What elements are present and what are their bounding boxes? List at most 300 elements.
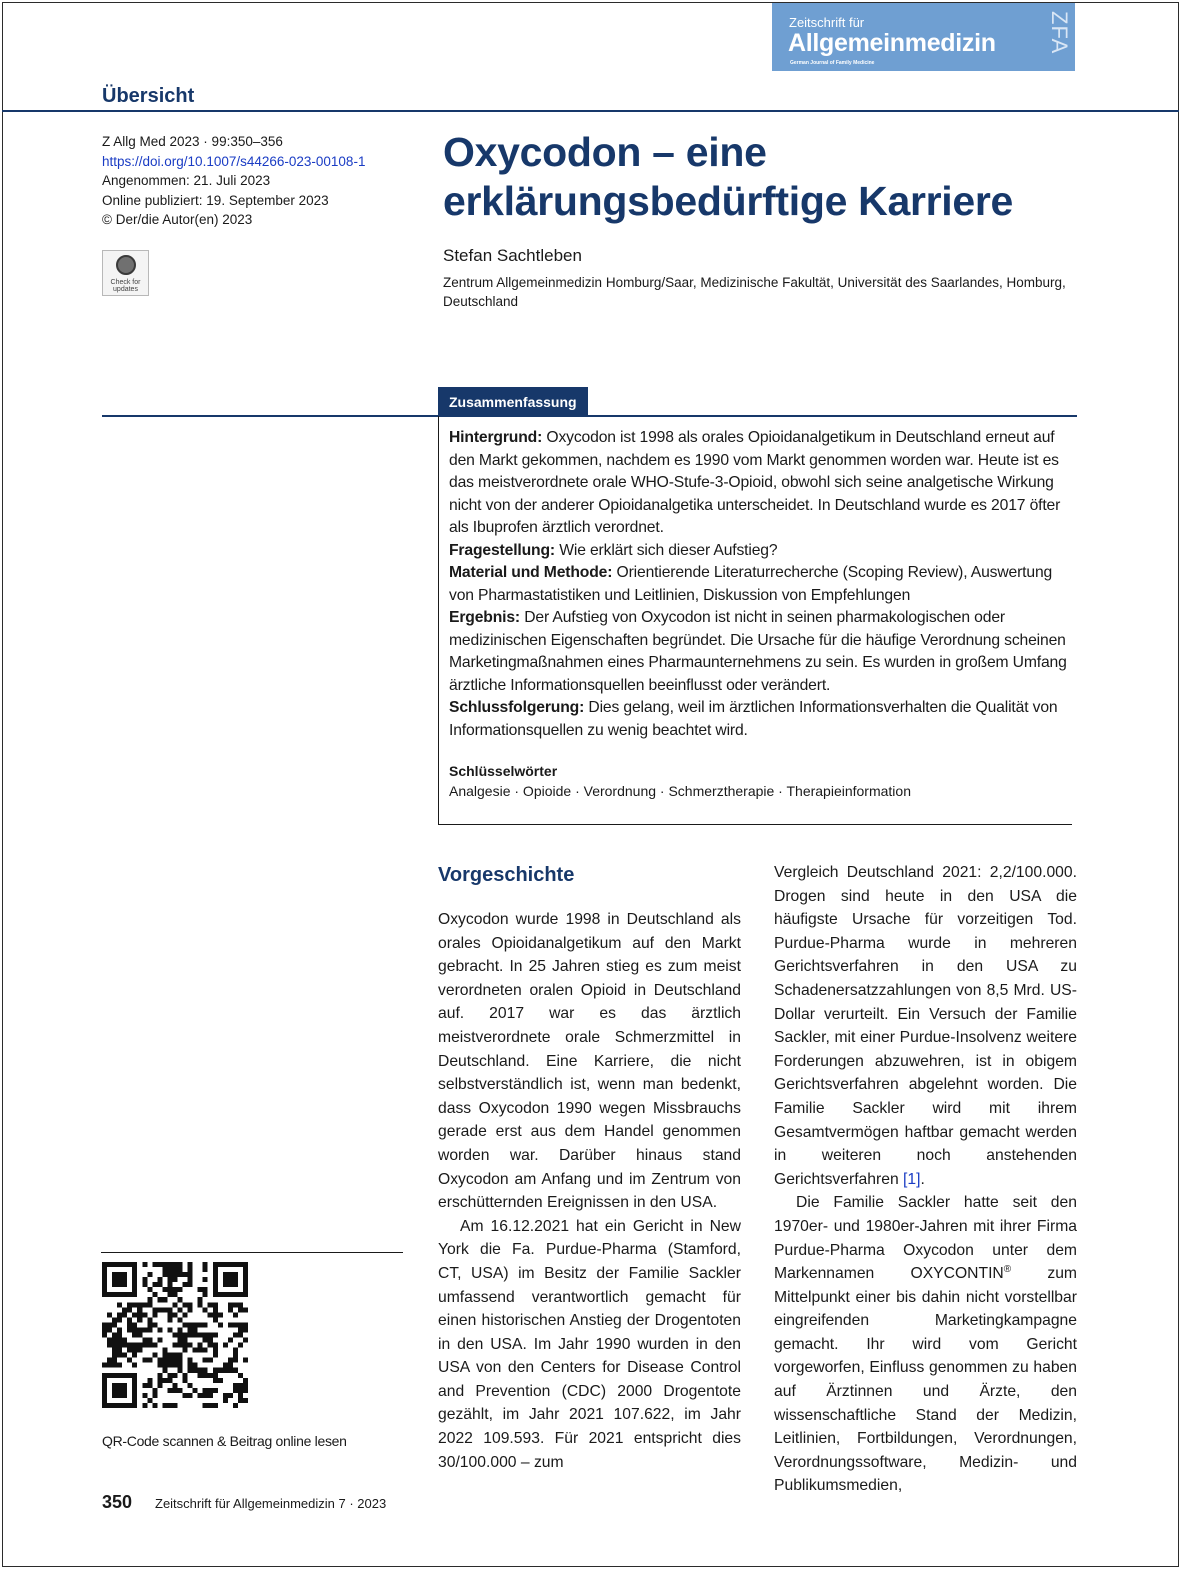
qr-module [107, 1363, 112, 1368]
qr-module [162, 1378, 167, 1383]
qr-module [172, 1403, 177, 1408]
qr-module [132, 1292, 137, 1297]
qr-module [178, 1363, 183, 1368]
qr-module [117, 1282, 122, 1287]
qr-module [132, 1398, 137, 1403]
qr-module [117, 1262, 122, 1267]
qr-module [198, 1368, 203, 1373]
qr-module [228, 1363, 233, 1368]
qr-module [127, 1358, 132, 1363]
qr-module [162, 1403, 167, 1408]
qr-module [162, 1348, 167, 1353]
qr-module [127, 1262, 132, 1267]
qr-module [122, 1353, 127, 1358]
qr-module [238, 1262, 243, 1267]
qr-module [137, 1332, 142, 1337]
qr-module [122, 1383, 127, 1388]
article-meta [102, 132, 365, 230]
section-label: Übersicht [102, 85, 195, 107]
qr-module [142, 1312, 147, 1317]
qr-module [198, 1322, 203, 1327]
qr-module [233, 1353, 238, 1358]
qr-module [142, 1338, 147, 1343]
qr-module [233, 1368, 238, 1373]
qr-module [228, 1282, 233, 1287]
qr-module [188, 1302, 193, 1307]
qr-module [233, 1302, 238, 1307]
qr-module [137, 1327, 142, 1332]
qr-module [147, 1272, 152, 1277]
qr-module [172, 1262, 177, 1267]
qr-module [188, 1307, 193, 1312]
paragraph: Am 16.12.2021 hat ein Gericht in New York die Fa. Purdue-Pharma (Stamford, CT, USA) im Besitz der Familie Sackler umfassend verantwortlich gemacht für einen historischen Anstieg der Drogentoten in den USA. Im Jahr 1990 wurden in den USA von den Centers for Disease Control and Prevention (CDC) 2000 Drogentote gezählt, im Jahr 2021 107.622, im Jahr 2022 109.593. Für 2021 entspricht dies 30/100.000 – zum [438, 1217, 741, 1471]
qr-module [117, 1277, 122, 1282]
qr-module [183, 1322, 188, 1327]
qr-module [132, 1322, 137, 1327]
qr-module [223, 1363, 228, 1368]
qr-module [132, 1363, 137, 1368]
qr-module [112, 1373, 117, 1378]
qr-module [117, 1373, 122, 1378]
qr-module [228, 1262, 233, 1267]
qr-module [127, 1322, 132, 1327]
qr-module [172, 1383, 177, 1388]
title-line2: erklärungsbedürftige Karriere [443, 178, 1014, 224]
qr-module [238, 1332, 243, 1337]
reference-link[interactable]: [1] [903, 1170, 921, 1188]
qr-module [233, 1272, 238, 1277]
qr-module [223, 1282, 228, 1287]
keywords-heading: Schlüsselwörter [449, 763, 558, 779]
qr-module [213, 1368, 218, 1373]
qr-module [112, 1277, 117, 1282]
qr-module [188, 1393, 193, 1398]
qr-module [172, 1272, 177, 1277]
qr-module [203, 1262, 208, 1267]
qr-module [188, 1332, 193, 1337]
qr-module [233, 1332, 238, 1337]
qr-module [172, 1332, 177, 1337]
qr-module [188, 1282, 193, 1287]
qr-module [233, 1277, 238, 1282]
qr-module [107, 1327, 112, 1332]
qr-module [183, 1343, 188, 1348]
qr-module [213, 1262, 218, 1267]
qr-module [213, 1332, 218, 1337]
qr-module [112, 1272, 117, 1277]
qr-module [157, 1363, 162, 1368]
qr-module [183, 1272, 188, 1277]
qr-module [233, 1358, 238, 1363]
qr-module [238, 1322, 243, 1327]
qr-module [188, 1267, 193, 1272]
qr-module [137, 1317, 142, 1322]
qr-module [233, 1383, 238, 1388]
qr-module [117, 1302, 122, 1307]
qr-module [122, 1403, 127, 1408]
qr-module [208, 1302, 213, 1307]
qr-module [178, 1267, 183, 1272]
citation: Z Allg Med 2023 · 99:350–356 [102, 134, 283, 149]
qr-module [223, 1277, 228, 1282]
qr-module [243, 1267, 248, 1272]
qr-module [213, 1272, 218, 1277]
qr-caption: QR-Code scannen & Beitrag online lesen [102, 1433, 347, 1449]
qr-module [178, 1327, 183, 1332]
qr-module [152, 1388, 157, 1393]
qr-module [208, 1312, 213, 1317]
qr-module [132, 1262, 137, 1267]
qr-module [127, 1327, 132, 1332]
qr-module [162, 1267, 167, 1272]
qr-module [117, 1343, 122, 1348]
qr-module [183, 1378, 188, 1383]
title-line1: Oxycodon – eine [443, 129, 767, 175]
qr-module [183, 1332, 188, 1337]
qr-module [117, 1332, 122, 1337]
qr-module [172, 1302, 177, 1307]
qr-module [117, 1393, 122, 1398]
qr-module [218, 1378, 223, 1383]
qr-module [132, 1282, 137, 1287]
qr-module [122, 1393, 127, 1398]
qr-module [162, 1363, 167, 1368]
qr-module [183, 1302, 188, 1307]
qr-module [238, 1327, 243, 1332]
copyright: © Der/die Autor(en) 2023 [102, 212, 253, 227]
journal-logo-abbr: ZFA [1047, 11, 1072, 55]
qr-module [188, 1358, 193, 1363]
qr-module [112, 1403, 117, 1408]
qr-module [238, 1383, 243, 1388]
qr-module [213, 1343, 218, 1348]
qr-module [167, 1312, 172, 1317]
qr-module [178, 1272, 183, 1277]
qr-module [167, 1317, 172, 1322]
qr-module [142, 1327, 147, 1332]
qr-module [117, 1292, 122, 1297]
ergebnis-text: Der Aufstieg von Oxycodon ist nicht in seinen pharmakologischen oder medizinischen Eigenschaften begründet. Die Ursache für die häufige Verordnung scheinen Marketingmaßnahmen eines Pharmaunternehmens zu sein. Es wurden in großem Umfang ärztliche Informationsquellen beeinflusst oder verändert. [449, 609, 1067, 694]
qr-module [142, 1403, 147, 1408]
qr-module [203, 1358, 208, 1363]
qr-module [238, 1388, 243, 1393]
qr-module [193, 1332, 198, 1337]
qr-module [122, 1373, 127, 1378]
qr-module [122, 1262, 127, 1267]
qr-module [147, 1383, 152, 1388]
qr-module [243, 1383, 248, 1388]
registered-mark: ® [1003, 1263, 1012, 1275]
qr-module [112, 1338, 117, 1343]
qr-module [228, 1393, 233, 1398]
qr-module [157, 1338, 162, 1343]
qr-module [172, 1363, 177, 1368]
qr-module [233, 1262, 238, 1267]
qr-module [172, 1358, 177, 1363]
qr-module [203, 1277, 208, 1282]
qr-module [102, 1322, 107, 1327]
qr-module [152, 1307, 157, 1312]
qr-module [223, 1398, 228, 1403]
qr-module [167, 1277, 172, 1282]
qr-module [243, 1292, 248, 1297]
qr-module [112, 1393, 117, 1398]
qr-module [157, 1297, 162, 1302]
qr-module [167, 1363, 172, 1368]
qr-module [213, 1302, 218, 1307]
qr-module [203, 1373, 208, 1378]
qr-module [178, 1353, 183, 1358]
qr-module [127, 1292, 132, 1297]
qr-module [112, 1332, 117, 1337]
qr-module [117, 1363, 122, 1368]
fragestellung-label: Fragestellung: [449, 541, 555, 559]
qr-module [238, 1343, 243, 1348]
qr-code[interactable] [102, 1262, 248, 1408]
qr-module [167, 1358, 172, 1363]
qr-module [178, 1262, 183, 1267]
qr-module [152, 1353, 157, 1358]
qr-module [213, 1282, 218, 1287]
paragraph: Vergleich Deutschland 2021: 2,2/100.000. Drogen sind heute in den USA die häufigste Ursache für vorzeitigen Tod. Purdue-Pharma wurde in mehreren Gerichtsverfahren in den USA zu Schadenersatzzahlungen von 8,5 Mrd. US-Dollar verurteilt. Ein Versuch der Familie Sackler, mit einer Purdue-Insolvenz weitere Forderungen abzuwehren, ist in obigem Gerichtsverfahren abgelehnt worden. Die Familie Sackler wird mit ihrem Gesamtvermögen haftbar gemacht werden in weiteren noch anstehenden Gerichtsverfahren [1]. [774, 864, 1077, 1188]
qr-module [117, 1338, 122, 1343]
qr-module [178, 1297, 183, 1302]
body-column-1 [438, 908, 741, 1474]
qr-module [208, 1338, 213, 1343]
qr-module [107, 1262, 112, 1267]
qr-module [167, 1267, 172, 1272]
qr-module [172, 1353, 177, 1358]
qr-module [208, 1332, 213, 1337]
qr-module [188, 1322, 193, 1327]
section-rule [2, 110, 1179, 112]
qr-module [213, 1378, 218, 1383]
qr-module [228, 1322, 233, 1327]
qr-module [132, 1277, 137, 1282]
qr-module [203, 1267, 208, 1272]
qr-module [198, 1287, 203, 1292]
check-updates-label: Check for updates [110, 279, 141, 293]
qr-module [122, 1338, 127, 1343]
qr-module [152, 1312, 157, 1317]
qr-module [238, 1307, 243, 1312]
doi-link[interactable]: https://doi.org/10.1007/s44266-023-00108-1 [102, 153, 366, 169]
methode-text: Orientierende Literaturrecherche (Scoping Review), Auswertung von Pharmastatistiken und Leitlinien, Diskussion von Empfehlungen [449, 564, 1053, 604]
qr-module [213, 1307, 218, 1312]
qr-module [172, 1388, 177, 1393]
qr-module [228, 1272, 233, 1277]
qr-module [178, 1317, 183, 1322]
qr-module [152, 1393, 157, 1398]
qr-module [102, 1272, 107, 1277]
qr-module [162, 1307, 167, 1312]
qr-module [238, 1292, 243, 1297]
qr-module [142, 1302, 147, 1307]
schluss-text: Dies gelang, weil im ärztlichen Informationsverhalten die Qualität von Informationsquellen zu wenig beachtet wird. [449, 699, 1058, 739]
qr-module [218, 1322, 223, 1327]
qr-module [147, 1317, 152, 1322]
check-for-updates-badge[interactable] [102, 250, 149, 296]
qr-module [102, 1383, 107, 1388]
qr-module [107, 1292, 112, 1297]
qr-module [223, 1393, 228, 1398]
hintergrund-label: Hintergrund: [449, 429, 543, 446]
qr-module [112, 1353, 117, 1358]
qr-module [193, 1368, 198, 1373]
qr-module [213, 1292, 218, 1297]
qr-module [223, 1343, 228, 1348]
qr-module [188, 1277, 193, 1282]
qr-module [218, 1292, 223, 1297]
qr-module [147, 1398, 152, 1403]
qr-module [157, 1282, 162, 1287]
qr-module [193, 1363, 198, 1368]
paragraph: Oxycodon wurde 1998 in Deutschland als orales Opioidanalgetikum auf den Markt gebracht. In 25 Jahren stieg es zum meist verordneten oralen Opioid in Deutschland auf. 2017 war es das ärztlich meistverordnete orale Schmerzmittel in Deutschland. Eine Karriere, die nicht selbstverständlich ist, wenn man bedenkt, dass Oxycodon 1990 wegen Missbrauchs gerade erst aus dem Handel genommen worden war. Darüber hinaus stand Oxycodon am Anfang und im Zentrum von erschütternden Ereignissen in den USA. [438, 911, 741, 1212]
qr-module [172, 1312, 177, 1317]
qr-module [147, 1338, 152, 1343]
qr-module [218, 1312, 223, 1317]
qr-module [228, 1292, 233, 1297]
qr-module [107, 1338, 112, 1343]
qr-module [132, 1393, 137, 1398]
qr-module [238, 1302, 243, 1307]
qr-module [188, 1262, 193, 1267]
qr-module [218, 1262, 223, 1267]
qr-module [112, 1322, 117, 1327]
qr-module [157, 1383, 162, 1388]
qr-module [167, 1403, 172, 1408]
qr-module [203, 1388, 208, 1393]
qr-module [147, 1343, 152, 1348]
qr-module [228, 1307, 233, 1312]
qr-module [243, 1338, 248, 1343]
qr-module [172, 1373, 177, 1378]
qr-module [167, 1353, 172, 1358]
qr-module [188, 1272, 193, 1277]
qr-module [137, 1343, 142, 1348]
qr-module [183, 1373, 188, 1378]
qr-module [193, 1322, 198, 1327]
qr-module [117, 1312, 122, 1317]
article-title [443, 128, 1083, 226]
qr-module [203, 1403, 208, 1408]
qr-module [152, 1403, 157, 1408]
qr-module [167, 1272, 172, 1277]
qr-module [147, 1297, 152, 1302]
qr-module [228, 1338, 233, 1343]
qr-module [228, 1277, 233, 1282]
qr-module [193, 1327, 198, 1332]
qr-module [213, 1317, 218, 1322]
qr-module [167, 1287, 172, 1292]
qr-module [112, 1358, 117, 1363]
qr-module [183, 1282, 188, 1287]
qr-module [203, 1287, 208, 1292]
qr-module [243, 1358, 248, 1363]
qr-module [198, 1302, 203, 1307]
qr-module [228, 1358, 233, 1363]
qr-module [213, 1348, 218, 1353]
qr-module [243, 1307, 248, 1312]
qr-module [152, 1292, 157, 1297]
qr-module [132, 1272, 137, 1277]
paragraph: Die Familie Sackler hatte seit den 1970er- und 1980er-Jahren mit ihrer Firma Purdue-Pharma Oxycodon unter dem Markennamen OXYCONTIN® zum Mittelpunkt einer bis dahin nicht vorstellbar eingreifenden Marketingkampagne gemacht. Ihr wird vom Gericht vorgeworfen, Einfluss genommen zu haben auf Ärztinnen und Ärzte, den wissenschaftliche Stand der Medizin, Leitlinien, Fortbildungen, Verordnungen, Verordnungssoftware, Medizin- und Publikumsmedien, [774, 1194, 1077, 1495]
qr-module [107, 1312, 112, 1317]
qr-module [142, 1343, 147, 1348]
qr-module [107, 1322, 112, 1327]
qr-module [157, 1373, 162, 1378]
qr-module [132, 1343, 137, 1348]
fragestellung-text: Wie erklärt sich dieser Aufstieg? [559, 541, 778, 559]
qr-module [147, 1287, 152, 1292]
qr-module [132, 1378, 137, 1383]
qr-module [132, 1302, 137, 1307]
qr-module [228, 1302, 233, 1307]
qr-module [157, 1307, 162, 1312]
qr-module [178, 1368, 183, 1373]
qr-module [223, 1272, 228, 1277]
abstract-tab: Zusammenfassung [438, 387, 588, 416]
qr-module [213, 1277, 218, 1282]
qr-module [142, 1358, 147, 1363]
qr-module [172, 1343, 177, 1348]
qr-module [102, 1398, 107, 1403]
qr-module [102, 1332, 107, 1337]
qr-module [157, 1277, 162, 1282]
qr-module [172, 1277, 177, 1282]
qr-module [112, 1388, 117, 1393]
qr-module [162, 1368, 167, 1373]
qr-module [203, 1307, 208, 1312]
qr-module [243, 1327, 248, 1332]
qr-module [112, 1317, 117, 1322]
qr-module [117, 1348, 122, 1353]
qr-module [132, 1373, 137, 1378]
qr-module [102, 1403, 107, 1408]
qr-module [102, 1262, 107, 1267]
qr-module [107, 1373, 112, 1378]
qr-module [183, 1393, 188, 1398]
qr-module [198, 1297, 203, 1302]
qr-module [233, 1388, 238, 1393]
qr-module [127, 1302, 132, 1307]
qr-module [188, 1343, 193, 1348]
qr-module [203, 1322, 208, 1327]
qr-module [213, 1353, 218, 1358]
journal-logo-line1: Zeitschrift für [789, 15, 865, 30]
qr-module [198, 1343, 203, 1348]
qr-module [193, 1388, 198, 1393]
qr-module [213, 1267, 218, 1272]
qr-module [112, 1383, 117, 1388]
qr-module [203, 1393, 208, 1398]
qr-module [213, 1388, 218, 1393]
methode-label: Material und Methode: [449, 564, 613, 581]
qr-module [213, 1287, 218, 1292]
qr-module [102, 1277, 107, 1282]
footer-journal: Zeitschrift für Allgemeinmedizin 7 · 2023 [155, 1496, 387, 1511]
qr-module [122, 1388, 127, 1393]
qr-module [178, 1287, 183, 1292]
qr-module [127, 1317, 132, 1322]
qr-module [117, 1403, 122, 1408]
qr-module [203, 1332, 208, 1337]
section-heading-vorgeschichte: Vorgeschichte [438, 864, 575, 886]
qr-module [112, 1348, 117, 1353]
qr-module [233, 1403, 238, 1408]
qr-module [122, 1312, 127, 1317]
qr-module [102, 1327, 107, 1332]
